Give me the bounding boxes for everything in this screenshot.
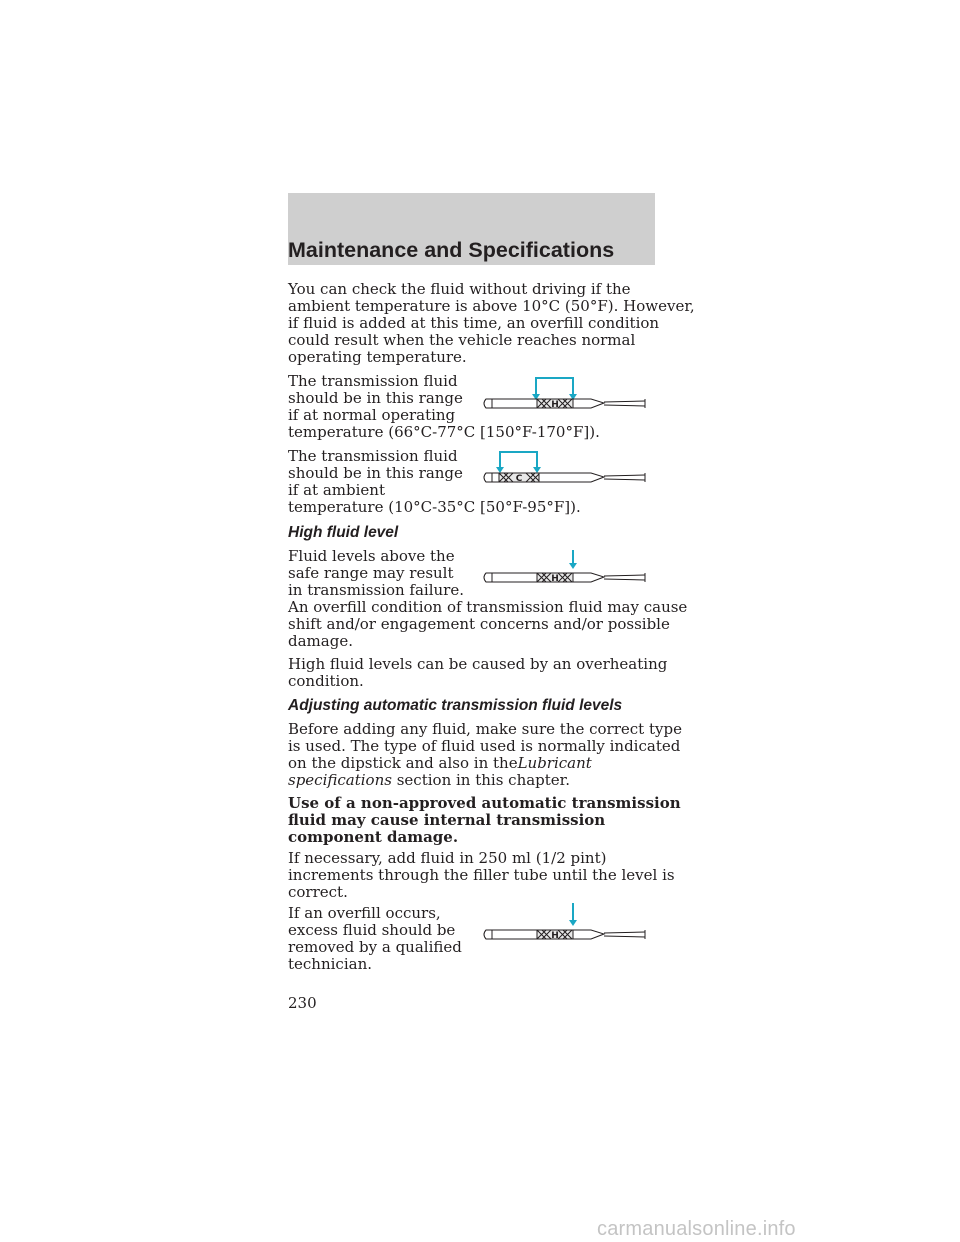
dipstick-figure-cold-range [480,447,650,492]
heading-adjusting-fluid-levels: Adjusting automatic transmission fluid levels [288,697,623,714]
text-line: The transmission fluid [288,372,458,390]
text-line: technician. [288,955,372,973]
text-line: is used. The type of fluid used is normally indicated [288,737,681,755]
paragraph-adjusting [288,721,682,789]
text-line: operating temperature. [288,348,467,366]
arrow-down-icon [496,467,504,473]
text-line: component damage. [288,828,459,846]
text-line: condition. [288,672,364,690]
text-segment: section in this chapter. [396,771,570,789]
arrow-down-icon [569,920,577,926]
text-line: shift and/or engagement concerns and/or possible [288,615,670,633]
paragraph-add-fluid-increments [288,850,675,901]
lubricant-specifications-reference: Lubricant [517,754,592,772]
dipstick-icon [484,473,645,482]
paragraph-check-without-driving [288,281,695,366]
dipstick-figure-high-level [480,547,650,587]
lubricant-specifications-reference: specifications [288,771,392,789]
text-segment: on the dipstick and also in the [288,754,518,772]
dipstick-figure-hot-range [480,375,650,415]
page-number: 230 [288,994,317,1012]
dipstick-icon [484,399,645,408]
text-line: The transmission fluid [288,447,458,465]
text-line: ambient temperature is above 10°C (50°F). However, [288,297,695,315]
text-line: could result when the vehicle reaches normal [288,331,636,349]
paragraph-high-fluid [288,548,464,599]
text-line: Before adding any fluid, make sure the correct type [288,720,682,738]
arrow-down-icon [569,563,577,569]
paragraph-overfill-concerns [288,599,687,650]
dipstick-mark: H [551,931,559,941]
dipstick-mark: H [551,574,559,584]
text-line: should be in this range [288,464,463,482]
text-line: fluid may cause internal transmission [288,811,606,829]
heading-high-fluid-level: High fluid level [288,524,399,541]
text-line: temperature (66°C-77°C [150°F-170°F]). [288,423,600,441]
paragraph-overfill-occurs [288,905,462,973]
text-line: should be in this range [288,389,463,407]
text-line: damage. [288,632,353,650]
text-line: if at normal operating [288,406,456,424]
text-line: Fluid levels above the [288,547,455,565]
text-line: An overfill condition of transmission fluid may cause [288,598,688,616]
warning-non-approved-fluid [288,795,681,846]
text-line: in transmission failure. [288,581,464,599]
dipstick-figure-overfill [480,900,650,944]
dipstick-icon [484,573,645,582]
paragraph-overheating [288,656,667,690]
text-line: If necessary, add fluid in 250 ml (1/2 pint) [288,849,607,867]
text-line: if fluid is added at this time, an overfill condition [288,314,660,332]
text-line: You can check the fluid without driving if the [288,280,631,298]
arrow-down-icon [533,467,541,473]
text-line: safe range may result [288,564,454,582]
text-line: temperature (10°C-35°C [50°F-95°F]). [288,498,581,516]
dipstick-mark: H [551,400,559,410]
text-line: removed by a qualified [288,938,462,956]
text-line: correct. [288,883,348,901]
section-title: Maintenance and Specifications [288,238,615,262]
text-line: excess fluid should be [288,921,456,939]
text-line: if at ambient [288,481,385,499]
dipstick-icon [484,930,645,939]
watermark: carmanualsonline.info [597,1218,796,1240]
text-line: increments through the filler tube until the level is [288,866,675,884]
text-line: Use of a non-approved automatic transmission [288,794,681,812]
text-line [288,755,682,772]
text-line: High fluid levels can be caused by an overheating [288,655,668,673]
dipstick-mark: C [515,474,523,484]
range-arrows [500,452,537,467]
text-line [288,772,682,789]
text-line: If an overfill occurs, [288,904,441,922]
range-arrows [536,378,573,394]
